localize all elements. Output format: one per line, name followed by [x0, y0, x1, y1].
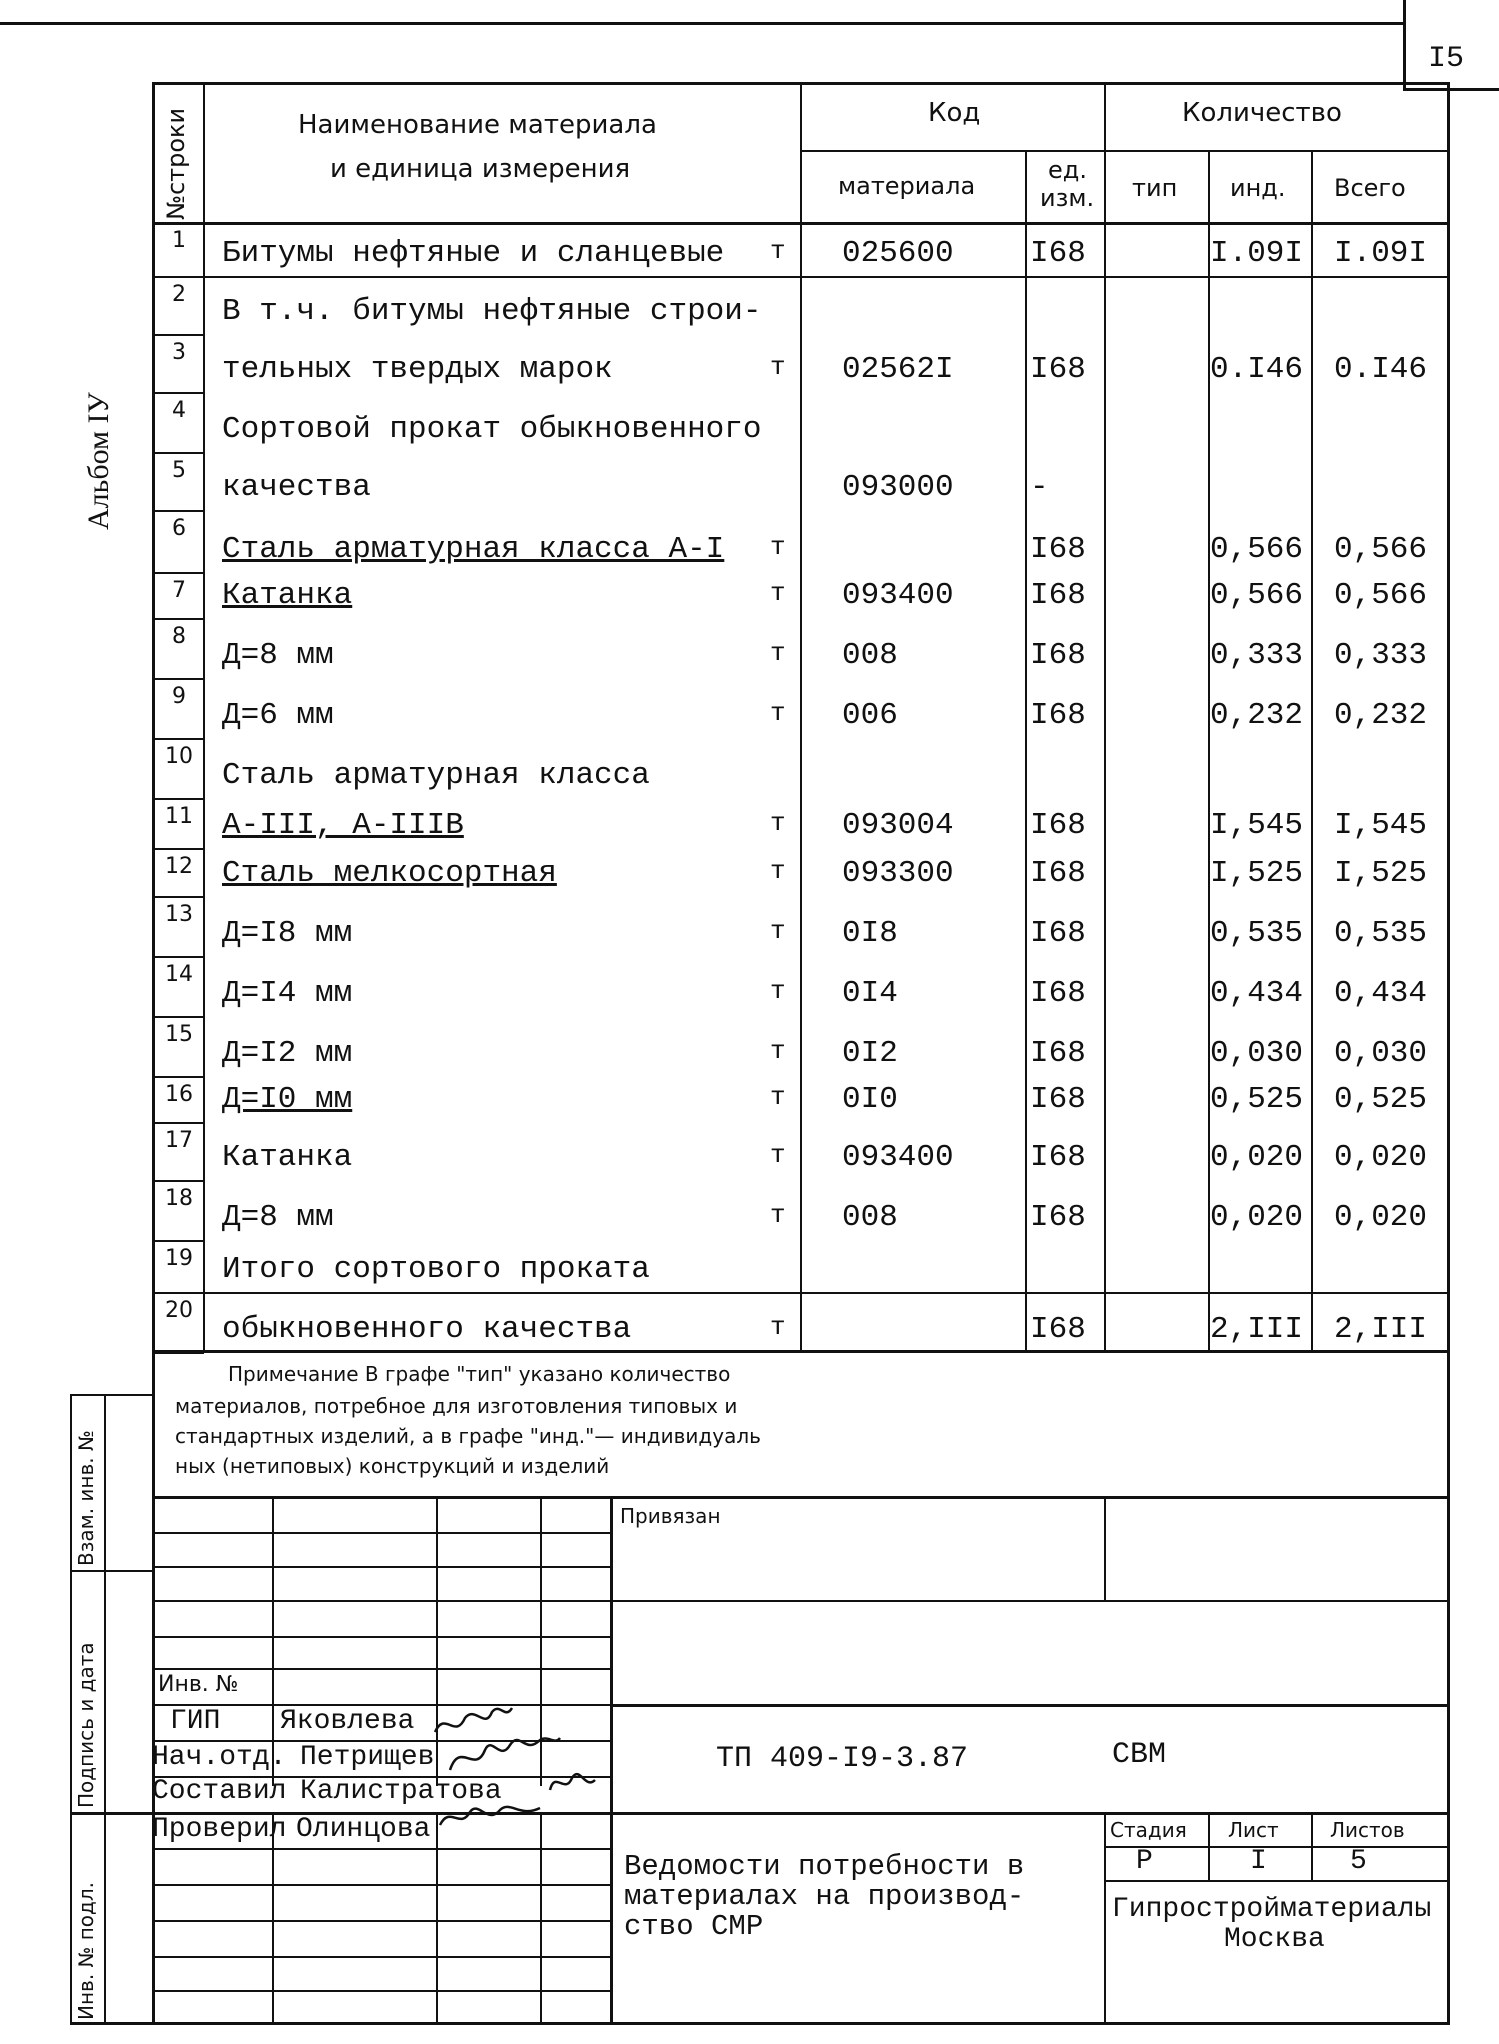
qty-total-header: Всего: [1334, 174, 1406, 202]
qty-total: 0,232: [1334, 698, 1428, 733]
frame-bottom-line: [70, 2022, 1450, 2025]
side-vzam-label: Взам. инв. №: [74, 1430, 98, 1566]
qty-total: 0,535: [1334, 916, 1428, 951]
material-name: Битумы нефтяные и сланцевые: [222, 236, 725, 271]
unit-code: I68: [1030, 976, 1086, 1011]
material-name: Д=8 мм: [222, 1200, 334, 1235]
qty-total: 0,020: [1334, 1140, 1428, 1175]
row-separator: [152, 1016, 204, 1018]
side-strip-left: [70, 1394, 72, 2024]
unit-code: I68: [1030, 698, 1086, 733]
qty-individual: 0,232: [1210, 698, 1304, 733]
unit-t: т: [770, 1312, 786, 1342]
material-code: 093004: [842, 808, 954, 843]
row-number: 13: [165, 902, 193, 927]
qty-individual: 0,030: [1210, 1036, 1304, 1071]
unit-code: I68: [1030, 808, 1086, 843]
side-strip-sep-1: [70, 1570, 154, 1572]
stamp-right-row-1: [610, 1600, 1450, 1602]
unit-code: I68: [1030, 1312, 1086, 1347]
row-separator-wide: [203, 276, 1448, 278]
qty-individual: 0,535: [1210, 916, 1304, 951]
sheet-number-box-bottom: [1403, 88, 1499, 91]
header-col-line-2: [800, 82, 802, 1352]
row-separator: [152, 738, 204, 740]
qty-individual: 0,434: [1210, 976, 1304, 1011]
note-top-line: [152, 1350, 1450, 1353]
document-mark: СВМ: [1112, 1738, 1167, 1772]
sheet-label: Лист: [1228, 1818, 1279, 1842]
organization-city: Москва: [1224, 1924, 1325, 1955]
unit-t: т: [770, 1200, 786, 1230]
organization-name: Гипростройматериалы: [1112, 1894, 1432, 1925]
unit-code: I68: [1030, 578, 1086, 613]
nach-role: Нач.отд.: [152, 1742, 287, 1773]
side-strip-mid: [104, 1394, 106, 2024]
unit-t: т: [770, 638, 786, 668]
row-number: 12: [165, 854, 193, 879]
unit-code: I68: [1030, 856, 1086, 891]
header-col-line-1: [203, 82, 205, 1352]
material-code: 093400: [842, 1140, 954, 1175]
material-name: Сталь арматурная класса А-I: [222, 532, 725, 567]
row-number: 3: [172, 340, 186, 365]
gip-role: ГИП: [170, 1706, 221, 1737]
row-number: 14: [165, 962, 193, 987]
unit-header-line1: ед.: [1048, 156, 1087, 184]
qty-individual: 0,333: [1210, 638, 1304, 673]
row-number: 11: [165, 804, 193, 829]
qty-individual: 0.I46: [1210, 352, 1304, 387]
note-line-4: ных (нетиповых) конструкций и изделий: [175, 1454, 610, 1478]
qty-total: I,525: [1334, 856, 1428, 891]
unit-code: I68: [1030, 1200, 1086, 1235]
material-name: качества: [222, 470, 371, 505]
nach-name: Петрищев: [300, 1742, 435, 1773]
row-no-header: №строки: [162, 107, 190, 220]
row-number: 7: [172, 578, 186, 603]
material-code: 093400: [842, 578, 954, 613]
album-label: Альбом IУ: [82, 392, 115, 530]
stage-bottom-line: [1104, 1880, 1449, 1882]
qty-individual: I,545: [1210, 808, 1304, 843]
material-name: А-III, А-IIIВ: [222, 808, 464, 843]
unit-code: I68: [1030, 236, 1086, 271]
unit-t: т: [770, 532, 786, 562]
unit-code: -: [1030, 470, 1049, 505]
qty-individual: 0,020: [1210, 1140, 1304, 1175]
sheet-number-box-left: [1403, 0, 1406, 90]
unit-t: т: [770, 856, 786, 886]
material-name: Д=I0 мм: [222, 1082, 353, 1117]
unit-code: I68: [1030, 916, 1086, 951]
name-header-line2: и единица измерения: [330, 154, 631, 184]
stamp-right-row-2: [610, 1704, 1450, 1707]
name-header-line1: Наименование материала: [298, 110, 657, 140]
qty-total: I.09I: [1334, 236, 1428, 271]
row-number: 5: [172, 458, 186, 483]
row-number: 4: [172, 398, 186, 423]
row-separator: [152, 1076, 204, 1078]
gip-name: Яковлева: [280, 1706, 415, 1737]
material-code: 008: [842, 1200, 898, 1235]
unit-code: I68: [1030, 1140, 1086, 1175]
stage-value: Р: [1136, 1846, 1153, 1877]
row-separator: [152, 798, 204, 800]
row-separator: [152, 510, 204, 512]
stamp-left-row-4: [152, 1636, 612, 1638]
row-number: 9: [172, 684, 186, 709]
material-name: Д=6 мм: [222, 698, 334, 733]
material-code: 093300: [842, 856, 954, 891]
qty-total: 0,434: [1334, 976, 1428, 1011]
qty-individual: 0,020: [1210, 1200, 1304, 1235]
unit-t: т: [770, 916, 786, 946]
inv-no-label: Инв. №: [158, 1672, 239, 1697]
unit-code: I68: [1030, 1036, 1086, 1071]
sheet-number: I5: [1428, 42, 1465, 76]
qty-total: 0.I46: [1334, 352, 1428, 387]
stamp-left-row-3: [152, 1600, 612, 1602]
row-number: 16: [165, 1082, 193, 1107]
material-code: 02562I: [842, 352, 954, 387]
unit-code: I68: [1030, 638, 1086, 673]
unit-t: т: [770, 236, 786, 266]
unit-code: I68: [1030, 532, 1086, 567]
row-separator: [152, 276, 204, 278]
unit-t: т: [770, 808, 786, 838]
header-col-line-4: [1104, 82, 1106, 1352]
qty-total: 0,020: [1334, 1200, 1428, 1235]
material-name: тельных твердых марок: [222, 352, 613, 387]
qty-individual: 2,III: [1210, 1312, 1304, 1347]
top-border-line: [0, 22, 1405, 25]
material-name: Д=8 мм: [222, 638, 334, 673]
material-name: В т.ч. битумы нефтяные строи-: [222, 294, 762, 329]
row-separator: [152, 334, 204, 336]
code-header: Код: [928, 98, 981, 128]
material-name: Сталь арматурная класса: [222, 758, 650, 793]
row-number: 20: [165, 1298, 193, 1323]
row-separator: [152, 848, 204, 850]
material-name: Д=I8 мм: [222, 916, 353, 951]
qty-type-header: тип: [1132, 174, 1178, 202]
row-separator: [152, 392, 204, 394]
row-number: 2: [172, 282, 186, 307]
prov-name: Олинцова: [296, 1814, 431, 1845]
document-code: ТП 409-I9-3.87: [716, 1742, 969, 1776]
privyazan-label: Привязан: [620, 1504, 721, 1528]
qty-total: 0,030: [1334, 1036, 1428, 1071]
stamp-left-row-1: [152, 1532, 612, 1534]
material-name: Д=I2 мм: [222, 1036, 353, 1071]
signature-scribbles: [430, 1700, 630, 1850]
row-number: 19: [165, 1246, 193, 1271]
sheets-label: Листов: [1330, 1818, 1405, 1842]
material-code: 0I0: [842, 1082, 898, 1117]
stamp-left-row-2: [152, 1566, 612, 1568]
row-separator: [152, 572, 204, 574]
row-separator: [152, 896, 204, 898]
side-strip-top: [70, 1394, 154, 1396]
row-number: 15: [165, 1022, 193, 1047]
material-code: 093000: [842, 470, 954, 505]
document-title-line-2: материалах на производ-: [624, 1880, 1025, 1913]
material-code: 006: [842, 698, 898, 733]
qty-total: I,545: [1334, 808, 1428, 843]
material-name: Итого сортового проката: [222, 1252, 650, 1287]
side-podpis-label: Подпись и дата: [74, 1642, 98, 1808]
qty-individual: 0,525: [1210, 1082, 1304, 1117]
material-name: Д=I4 мм: [222, 976, 353, 1011]
unit-t: т: [770, 1036, 786, 1066]
prov-role: Проверил: [152, 1814, 287, 1845]
document-title-line-3: ство СМР: [624, 1910, 764, 1943]
unit-t: т: [770, 578, 786, 608]
header-bottom-line: [152, 222, 1450, 225]
row-number: 8: [172, 624, 186, 649]
material-name: Сортовой прокат обыкновенного: [222, 412, 762, 447]
material-name: Катанка: [222, 578, 353, 613]
qty-individual: 0,566: [1210, 532, 1304, 567]
stage-label: Стадия: [1110, 1818, 1187, 1842]
quantity-header: Количество: [1182, 98, 1342, 128]
unit-t: т: [770, 1140, 786, 1170]
qty-total: 2,III: [1334, 1312, 1428, 1347]
qty-total: 0,566: [1334, 532, 1428, 567]
stamp-top-line: [152, 1496, 1450, 1499]
unit-t: т: [770, 352, 786, 382]
row-separator: [152, 452, 204, 454]
note-line-1: Примечание В графе "тип" указано количество: [228, 1362, 731, 1386]
row-separator: [152, 1122, 204, 1124]
stage-mid-line: [1104, 1846, 1449, 1848]
header-col-line-3: [1025, 150, 1027, 1352]
header-mid-line-code: [800, 150, 1448, 152]
row-separator: [152, 1240, 204, 1242]
document-title-line-1: Ведомости потребности в: [624, 1850, 1025, 1883]
qty-individual: 0,566: [1210, 578, 1304, 613]
unit-t: т: [770, 698, 786, 728]
row-separator: [152, 1180, 204, 1182]
row-number: 17: [165, 1128, 193, 1153]
unit-code: I68: [1030, 1082, 1086, 1117]
qty-ind-header: инд.: [1230, 174, 1286, 202]
qty-total: 0,525: [1334, 1082, 1428, 1117]
material-code: 0I8: [842, 916, 898, 951]
unit-t: т: [770, 976, 786, 1006]
material-name: Сталь мелкосортная: [222, 856, 557, 891]
qty-individual: I.09I: [1210, 236, 1304, 271]
material-code: 008: [842, 638, 898, 673]
unit-header-line2: изм.: [1040, 184, 1095, 212]
row-separator: [152, 618, 204, 620]
sost-role: Составил: [152, 1776, 287, 1807]
side-inv-podl-label: Инв. № подл.: [74, 1882, 98, 2020]
frame-left-line: [152, 82, 155, 2024]
row-number: 10: [165, 744, 193, 769]
qty-total: 0,566: [1334, 578, 1428, 613]
header-col-line-6: [1311, 150, 1313, 1352]
stamp-left-row-11: [152, 1920, 612, 1922]
row-number: 6: [172, 516, 186, 541]
stamp-left-row-5: [152, 1668, 612, 1670]
qty-total: 0,333: [1334, 638, 1428, 673]
sheets-value: 5: [1350, 1846, 1367, 1877]
row-separator: [152, 956, 204, 958]
frame-right-line: [1447, 82, 1450, 2024]
note-line-3: стандартных изделий, а в графе "инд."— индивидуаль: [175, 1424, 761, 1448]
material-name: обыкновенного качества: [222, 1312, 632, 1347]
material-code: 0I4: [842, 976, 898, 1011]
row-separator-wide: [203, 1292, 1448, 1294]
note-line-2: материалов, потребное для изготовления типовых и: [175, 1394, 738, 1418]
sheet-value: I: [1250, 1846, 1267, 1877]
row-separator: [152, 678, 204, 680]
material-code: 025600: [842, 236, 954, 271]
material-code: 0I2: [842, 1036, 898, 1071]
unit-t: т: [770, 1082, 786, 1112]
stage-col-left: [1104, 1812, 1106, 2024]
stamp-left-row-13: [152, 1990, 612, 1992]
sost-name: Калистратова: [300, 1776, 502, 1807]
row-number: 1: [172, 228, 186, 253]
code-material-header: материала: [838, 172, 976, 200]
row-number: 18: [165, 1186, 193, 1211]
qty-individual: I,525: [1210, 856, 1304, 891]
stamp-left-row-10: [152, 1884, 612, 1886]
row-separator: [152, 1292, 204, 1294]
stamp-col-privyazan-right: [1104, 1496, 1106, 1600]
material-name: Катанка: [222, 1140, 353, 1175]
stamp-left-row-12: [152, 1956, 612, 1958]
unit-code: I68: [1030, 352, 1086, 387]
